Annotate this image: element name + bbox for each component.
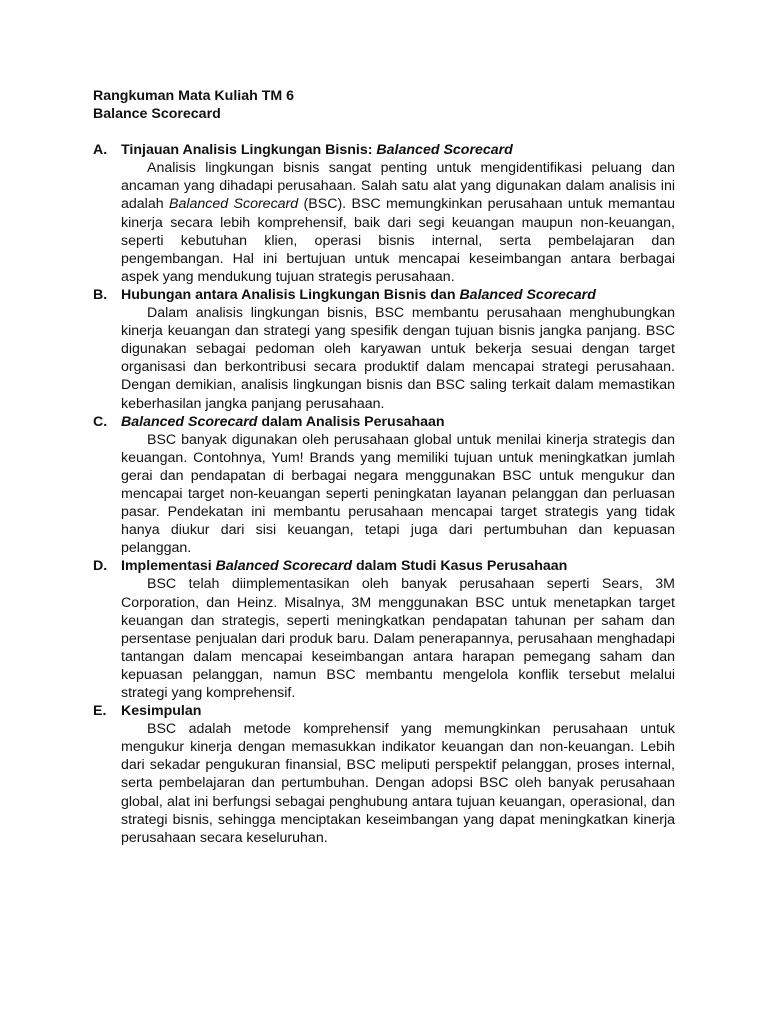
- section-b: [93, 286, 675, 413]
- section-paragraph: [121, 431, 675, 558]
- paragraph-text-1: Dalam analisis lingkungan bisnis, BSC membantu perusahaan menghubungkan kinerja keuangan dan strategi yang spesifik dengan tujuan bisnis jangka panjang. BSC digunakan sebagai pedoman oleh karyawan untuk bekerja sesuai dengan target organisasi dan berkontribusi secara produktif dalam mencapai strategi perusahaan. Dengan demikian, analisis lingkungan bisnis dan BSC saling terkait dalam memastikan keberhasilan jangka panjang perusahaan.: [121, 305, 675, 412]
- section-letter: C.: [93, 413, 108, 430]
- section-heading-text: [121, 702, 201, 720]
- heading-text-pre: Kesimpulan: [121, 703, 202, 720]
- paragraph-text-1: Analisis lingkungan bisnis sangat penting untuk mengidentifikasi peluang dan ancaman yang dihadapi perusahaan. Salah satu alat yang digunakan dalam analisis ini adalah: [121, 160, 675, 213]
- section-heading-text: [121, 557, 567, 575]
- section-heading: [93, 141, 675, 159]
- heading-text-post: dalam Studi Kasus Perusahaan: [352, 558, 568, 575]
- section-e: [93, 702, 675, 847]
- section-d: [93, 557, 675, 702]
- paragraph-text-1: BSC telah diimplementasikan oleh banyak perusahaan seperti Sears, 3M Corporation, dan Heinz. Misalnya, 3M menggunakan BSC untuk menetapkan target keuangan dan strategis, seperti meningkatkan pendapatan tahunan per saham dan persentase penjualan dari produk baru. Dalam penerapannya, perusahaan menghadapi tantangan dalam mencapai keseimbangan antara harapan pemegang saham dan kepuasan pelanggan, namun BSC membantu mengelola konflik tersebut melalui strategi yang komprehensif.: [121, 576, 675, 701]
- heading-text-italic: Balanced Scorecard: [459, 286, 596, 303]
- section-heading: [93, 702, 675, 720]
- heading-text-italic: Balanced Scorecard: [215, 558, 353, 575]
- paragraph-text-1: BSC adalah metode komprehensif yang memungkinkan perusahaan untuk mengukur kinerja dengan memasukkan indikator keuangan dan non-keuangan. Lebih dari sekadar pengukuran finansial, BSC meliputi perspektif pelanggan, proses internal, serta pembelajaran dan pertumbuhan. Dengan adopsi BSC oleh banyak perusahaan global, alat ini berfungsi sebagai penghubung antara tujuan keuangan, operasional, dan strategi bisnis, sehingga menciptakan keseimbangan yang dapat meningkatkan kinerja perusahaan secara keseluruhan.: [121, 721, 675, 846]
- section-heading-text: [121, 413, 445, 431]
- section-heading: [93, 413, 675, 431]
- section-a: [93, 141, 675, 286]
- paragraph-text-1: BSC banyak digunakan oleh perusahaan global untuk menilai kinerja strategis dan keuangan. Contohnya, Yum! Brands yang memiliki tujuan untuk meningkatkan jumlah gerai dan pendapatan di berbagai negara menggunakan BSC untuk mengukur dan mencapai target non-keuangan seperti peningkatan layanan pelanggan dan perluasan pasar. Pendekatan ini membantu perusahaan mencapai target strategis yang tidak hanya diukur dari sisi keuangan, tetapi juga dari pertumbuhan dan kepuasan pelanggan.: [121, 431, 675, 557]
- section-paragraph: [121, 159, 675, 286]
- heading-text-pre: Implementasi: [121, 558, 216, 575]
- section-letter: B.: [93, 286, 108, 303]
- section-paragraph: [121, 304, 675, 413]
- heading-text-pre: Tinjauan Analisis Lingkungan Bisnis:: [121, 142, 377, 159]
- document-page: [93, 87, 675, 847]
- section-heading-text: [121, 286, 596, 304]
- section-heading-text: [121, 141, 513, 159]
- section-letter: E.: [93, 703, 107, 720]
- section-paragraph: [121, 720, 675, 847]
- section-letter: D.: [93, 558, 108, 575]
- paragraph-text-italic: Balanced Scorecard: [168, 196, 299, 213]
- document-title: Rangkuman Mata Kuliah TM 6: [93, 88, 295, 104]
- section-c: [93, 413, 675, 558]
- section-letter: A.: [93, 142, 108, 159]
- section-heading: [93, 557, 675, 575]
- section-paragraph: [121, 575, 675, 702]
- heading-text-italic: Balanced Scorecard: [121, 413, 258, 430]
- section-heading: [93, 286, 675, 304]
- heading-text-italic: Balanced Scorecard: [376, 142, 513, 159]
- paragraph-text-2: (BSC). BSC memungkinkan perusahaan untuk memantau kinerja secara lebih komprehensif, baik dari segi keuangan maupun non-keuangan, seperti kebutuhan klien, operasi bisnis internal, serta pembelajaran dan pengembangan. Hal ini bertujuan untuk mencapai keseimbangan antara berbagai aspek yang mendukung tujuan strategis perusahaan.: [121, 196, 676, 285]
- heading-text-post: dalam Analisis Perusahaan: [257, 413, 445, 430]
- document-subtitle: Balance Scorecard: [93, 106, 221, 123]
- heading-text-pre: Hubungan antara Analisis Lingkungan Bisnis dan: [121, 286, 460, 303]
